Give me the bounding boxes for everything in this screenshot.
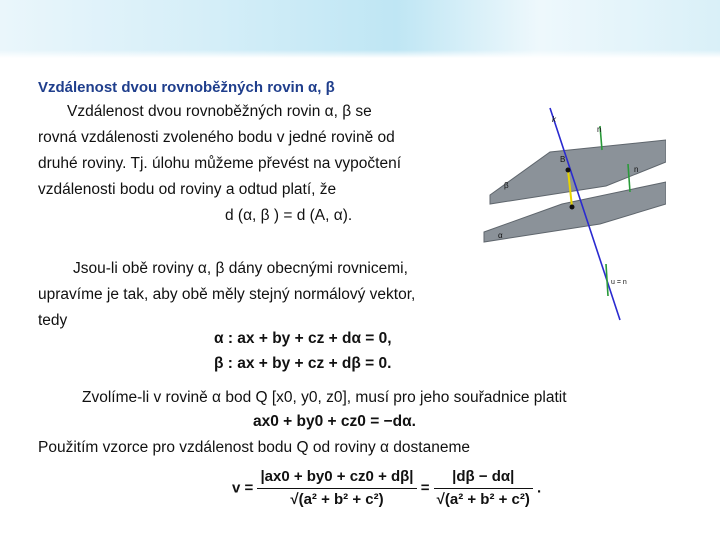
label-vector-u: u = n	[611, 279, 627, 286]
plane-alpha-equation: α : ax + by + cz + dα = 0,	[214, 330, 392, 347]
label-normal-mid: n	[634, 165, 639, 174]
distance-equation: d (α, β ) = d (A, α).	[225, 207, 353, 224]
point-A-marker	[570, 205, 575, 210]
fraction-2	[434, 466, 533, 511]
point-equation: ax0 + by0 + cz0 = −dα.	[253, 413, 416, 430]
fraction-1	[257, 466, 416, 511]
fraction-2-numerator: |dβ − dα|	[434, 466, 533, 489]
paragraph-line: Jsou-li obě roviny α, β dány obecnými rovnicemi,	[73, 260, 408, 277]
fraction-1-denominator: √(a² + b² + c²)	[290, 491, 384, 508]
paragraph-line: vzdálenosti bodu od roviny a odtud platí, že	[38, 181, 337, 198]
fraction-1-numerator: |ax0 + by0 + cz0 + dβ|	[257, 466, 416, 489]
formula-lhs: v =	[232, 479, 254, 497]
paragraph-line: Vzdálenost dvou rovnoběžných rovin α, β se	[67, 103, 372, 120]
label-normal-upper: n	[597, 125, 602, 134]
formula-end: .	[537, 479, 542, 497]
label-plane-alpha: α	[498, 231, 503, 240]
plane-beta-equation: β : ax + by + cz + dβ = 0.	[214, 355, 392, 372]
point-B-marker	[566, 168, 571, 173]
formula-equals: =	[420, 479, 430, 497]
fraction-2-denominator: √(a² + b² + c²)	[436, 491, 530, 508]
distance-formula	[232, 466, 541, 511]
paragraph-line: Zvolíme-li v rovině α bod Q [x0, y0, z0], musí pro jeho souřadnice platit	[82, 389, 567, 406]
paragraph-line: tedy	[38, 312, 68, 329]
title-banner	[0, 0, 720, 58]
label-plane-beta: β	[504, 181, 509, 190]
vector-u	[606, 264, 608, 296]
paragraph-line: rovná vzdálenosti zvoleného bodu v jedné rovině od	[38, 129, 395, 146]
paragraph-line: upravíme je tak, aby obě měly stejný normálový vektor,	[38, 286, 416, 303]
parallel-planes-figure	[480, 100, 666, 326]
slide-heading: Vzdálenost dvou rovnoběžných rovin α, β	[38, 79, 335, 96]
label-line-k: k	[552, 115, 556, 124]
paragraph-line: druhé roviny. Tj. úlohu můžeme převést na vypočtení	[38, 155, 402, 172]
label-point: B	[560, 155, 566, 164]
paragraph-line: Použitím vzorce pro vzdálenost bodu Q od roviny α dostaneme	[38, 439, 470, 456]
